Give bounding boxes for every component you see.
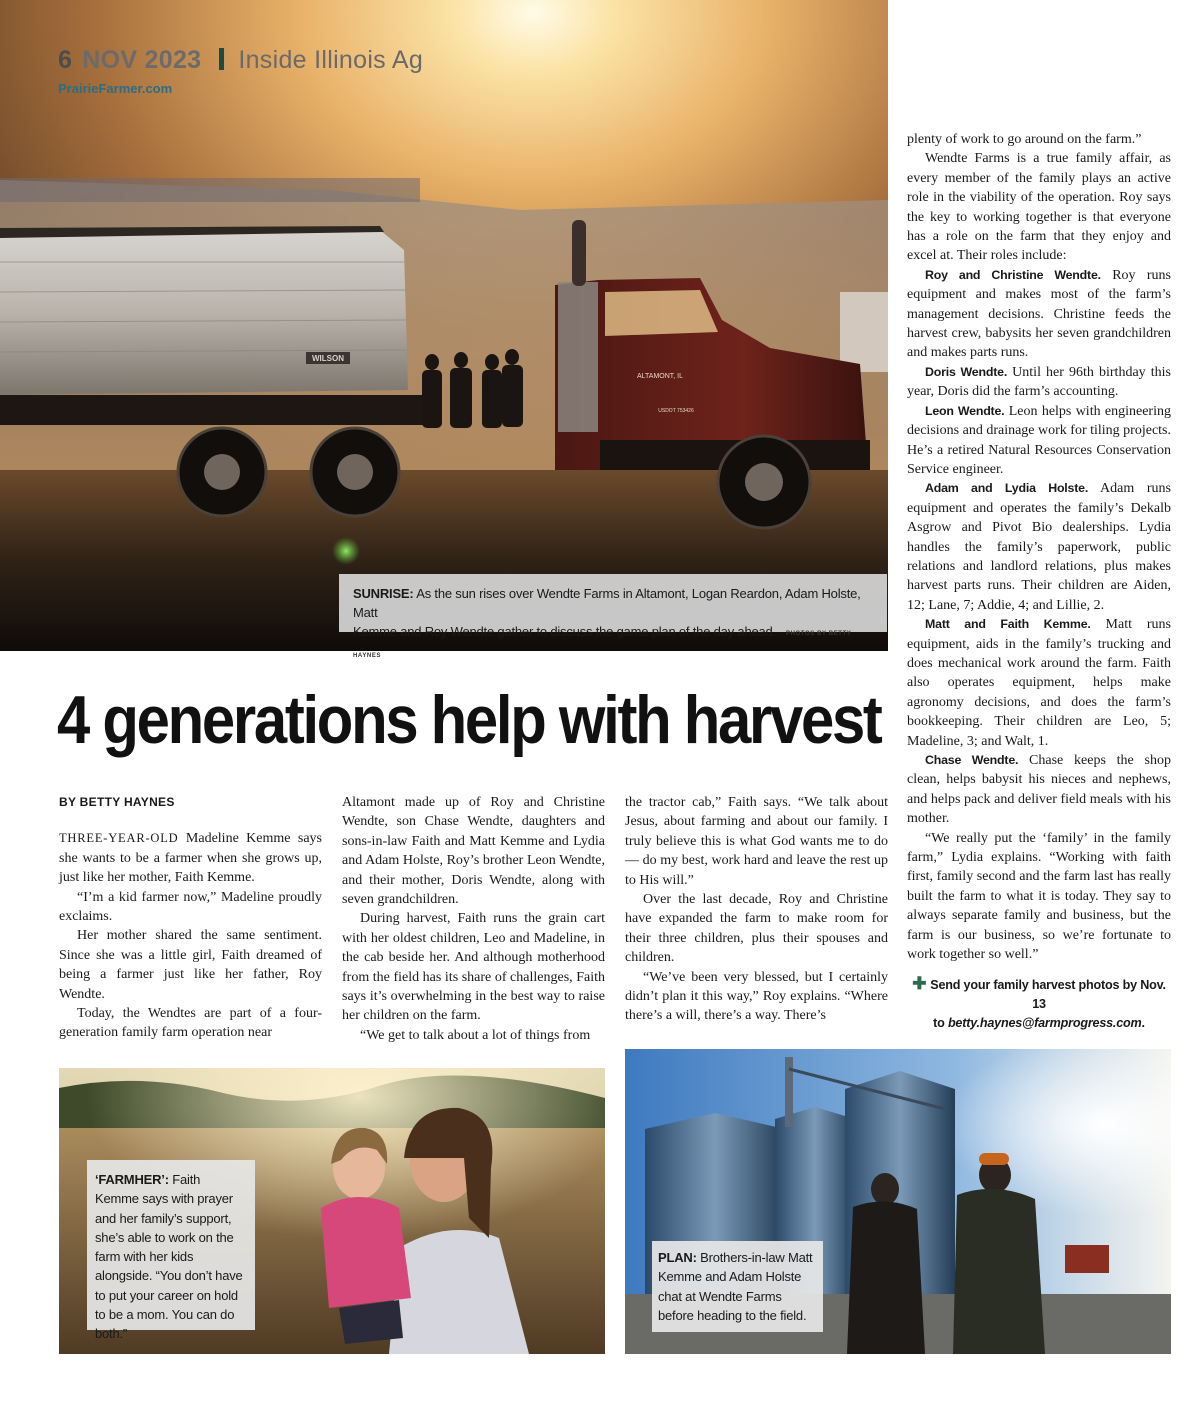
article-column-1 [59, 793, 322, 1043]
page-folio [58, 46, 423, 96]
role-name: Roy and Christine Wendte. [925, 267, 1101, 282]
article-paragraph: Altamont made up of Roy and Christine Wendte, son Chase Wendte, daughters and sons-in-law Faith and Matt Kemme and Lydia and Adam Holste, Roy’s brother Leon Wendte, and their mother, Doris Wendte, along with seven grandchildren. [342, 795, 605, 908]
section-name: Inside Illinois Ag [238, 46, 424, 74]
promo-to: to [933, 1016, 948, 1031]
role-name: Doris Wendte. [925, 364, 1008, 379]
hero-caption-line2 [353, 622, 873, 666]
article-column-2 [342, 793, 605, 1045]
role-entry [907, 363, 1171, 402]
farmher-photo [59, 1068, 605, 1354]
issue-date: NOV 2023 [82, 46, 202, 74]
article-paragraph: Over the last decade, Roy and Christine have expanded the farm to make room for their three children, plus their spouses and children. [625, 892, 888, 966]
plan-caption [652, 1241, 823, 1332]
truck-door-text: ALTAMONT, IL [636, 373, 684, 380]
article-column-4 [907, 130, 1171, 1033]
farmher-caption-lead: ‘FARMHER’: [95, 1172, 169, 1187]
trailer-brand-text: WILSON [312, 354, 344, 363]
article-paragraph: “We get to talk about a lot of things from [360, 1027, 591, 1043]
article-paragraph: “I’m a kid farmer now,” Madeline proudly exclaims. [59, 889, 322, 925]
lead-in: THREE-YEAR-OLD [59, 831, 179, 846]
article-paragraph [59, 829, 322, 887]
role-name: Matt and Faith Kemme. [925, 617, 1091, 632]
plan-photo [625, 1049, 1171, 1354]
article-paragraph: Wendte Farms is a true family affair, as every member of the family plays an active role in the viability of the operation. Roy says the key to working together is that everyone has a role on the farm that they enjoy and excel at. Their roles include: [907, 151, 1171, 264]
plan-caption-lead: PLAN: [658, 1250, 697, 1265]
folio-line [58, 46, 423, 75]
website-link[interactable]: PrairieFarmer.com [58, 81, 173, 96]
role-entry [907, 615, 1171, 751]
farmher-caption-text: Faith Kemme says with prayer and her family’s support, she’s able to work on the farm with her kids alongside. “You don’t have to put your career on hold to be a mom. You can do both.” [95, 1172, 243, 1342]
role-text: Matt runs equipment, aids in the family’s trucking and does mechanical work around the farm. Faith also operates equipment, helps make agronomy decisions, and does the farm’s bookkeeping. Their children are Leo, 5; Madeline, 3; and Walt, 1. [907, 617, 1171, 749]
role-text: Adam runs equipment and operates the family’s Dekalb Asgrow and Pivot Bio dealerships. Lydia handles the family’s paperwork, public relations and landlord relations, plus makes harvest parts runs. Their children are Aiden, 12; Lane, 7; Addie, 4; and Lillie, 2. [907, 481, 1171, 613]
photo-submission-promo [907, 974, 1171, 1033]
article-paragraph: Her mother shared the same sentiment. Since she was a little girl, Faith dreamed of being a farmer just like her father, Roy Wendte. [59, 928, 322, 1002]
folio-divider [219, 48, 224, 70]
promo-text: Send your family harvest photos by Nov. 13 [930, 978, 1166, 1012]
truck-usdot-text: USDOT 753426 [658, 408, 694, 414]
farmher-caption [87, 1160, 255, 1342]
article-paragraph: “We’ve been very blessed, but I certainly didn’t plan it this way,” Roy explains. “Where there’s a will, there’s a way. There’s [625, 969, 888, 1024]
role-name: Adam and Lydia Holste. [925, 481, 1089, 496]
article-paragraph: plenty of work to go around on the farm.” [907, 132, 1142, 147]
hero-caption [339, 574, 887, 659]
page-number: 6 [58, 46, 73, 74]
article-headline: 4 generations help with harvest [57, 682, 881, 758]
role-text: Roy runs equipment and makes most of the farm’s management decisions. Christine feeds the harvest crew, babysits her seven grandchildren and makes parts runs. [907, 267, 1171, 361]
paragraph-text: Madeline Kemme says she wants to be a farmer when she grows up, just like her mother, Faith Kemme. [59, 831, 322, 886]
hero-caption-text1: As the sun rises over Wendte Farms in Altamont, Logan Reardon, Adam Holste, Matt [353, 586, 861, 620]
hero-caption-line1 [353, 584, 873, 622]
article-paragraph: During harvest, Faith runs the grain cart with her oldest children, Leo and Madeline, in the cab beside her. And although motherhood from the field has its share of challenges, Faith says it’s overwhelming in the best way to raise her children on the farm. [342, 911, 605, 1024]
role-text: Until her 96th birthday this year, Doris did the farm’s accounting. [907, 364, 1171, 400]
hero-caption-text2: Kemme and Roy Wendte gather to discuss the game plan of the day ahead. [353, 624, 776, 639]
promo-email-link[interactable]: betty.haynes@farmprogress.com [947, 1016, 1142, 1031]
hero-caption-lead: SUNRISE: [353, 586, 414, 601]
photo-credit: PHOTOS BY BETTY HAYNES [353, 631, 852, 659]
role-entry [907, 402, 1171, 480]
promo-end: . [1141, 1016, 1145, 1031]
role-text: Leon helps with engineering decisions and drainage work for tiling projects. He’s a retired Natural Resources Conservation Service engineer. [907, 403, 1171, 477]
article-paragraph: the tractor cab,” Faith says. “We talk about Jesus, about farming and about our family. I truly believe this is what God wants me to do — do my best, work hard and leave the rest up to His will.” [625, 795, 888, 888]
hero-photo [0, 0, 888, 659]
role-name: Leon Wendte. [925, 403, 1005, 418]
article-paragraph: Today, the Wendtes are part of a four-generation family farm operation near [59, 1006, 322, 1041]
plan-caption-text: Brothers-in-law Matt Kemme and Adam Holste chat at Wendte Farms before heading to the field. [658, 1250, 813, 1323]
article-paragraph: “We really put the ‘family’ in the family farm,” Lydia explains. “Working with faith first, family second and the farm last has really built the farm to what it is today. They say to always separate family and business, but the farm is our business, so we’re fortunate to work together so well.” [907, 830, 1171, 963]
role-entry [907, 751, 1171, 829]
role-text: Chase keeps the shop clean, helps babysit his nieces and nephews, and helps pack and deliver field meals with his mother. [907, 753, 1171, 827]
article-column-3 [625, 793, 888, 1026]
role-name: Chase Wendte. [925, 753, 1019, 767]
role-entry [907, 266, 1171, 363]
role-entry [907, 479, 1171, 615]
byline: BY BETTY HAYNES [59, 795, 175, 809]
plus-icon: ✚ [912, 974, 927, 994]
hero-photo-illustration [0, 0, 888, 651]
